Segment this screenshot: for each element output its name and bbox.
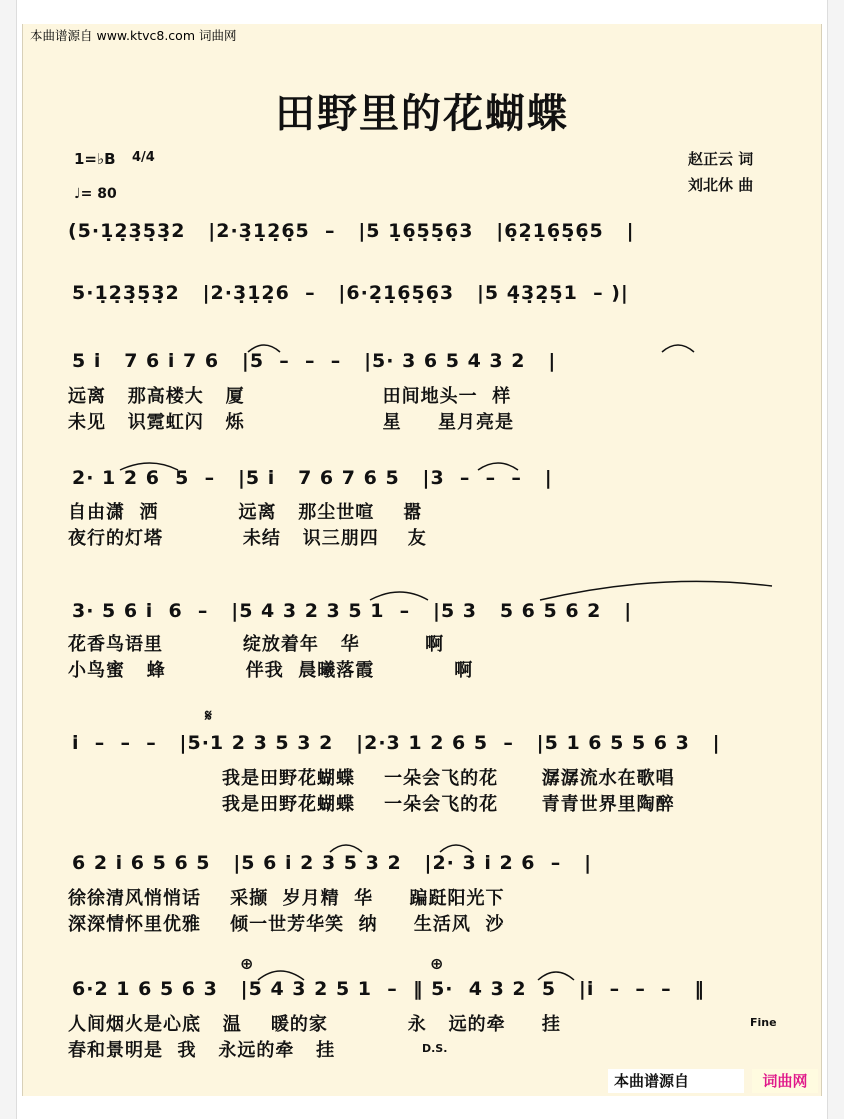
- footer-source-label: 本曲谱源自: [608, 1069, 744, 1093]
- time-signature: 4/4: [132, 150, 155, 165]
- lyric-line: 我是田野花蝴蝶 一朵会飞的花 青青世界里陶醉: [222, 794, 675, 815]
- source-text: 本曲谱源自 www.ktvc8.com 词曲网: [30, 28, 237, 43]
- segno-sign: 𝄋: [205, 706, 212, 725]
- right-watermark-strip: [827, 0, 844, 1119]
- notation-row: 3· 5 6 i 6 – |5 4 3 2 3 5 1 – |5 3 5 6 5 6 2 |: [72, 600, 633, 622]
- notation-row: 5·1̣2̣3̣5̣3̣2 |2·3̣1̣2̣6 – |6·2̣1̣6̣5̣6̣3 |5 4̣3̣2̣5̣1 – )|: [72, 282, 629, 304]
- lyric-line: 夜行的灯塔 未结 识三朋四 友: [68, 528, 427, 549]
- notation-row: 6·2 1 6 5 6 3 |5 4 3 2 5 1 – ‖ 5· 4 3 2 5 |i – – – ‖: [72, 978, 705, 1000]
- lyric-line: 小鸟蜜 蜂 伴我 晨曦落霞 啊: [68, 660, 474, 681]
- notation-row: 5 i 7 6 i 7 6 |5 – – – |5· 3 6 5 4 3 2 |: [72, 350, 557, 372]
- lyric-line: 人间烟火是心底 温 暖的家 永 远的牵 挂: [68, 1014, 561, 1035]
- lyric-line: 徐徐清风悄悄话 采撷 岁月精 华 蹁跹阳光下: [68, 888, 505, 909]
- notation-row: i – – – |5·1 2 3 5 3 2 |2·3 1 2 6 5 – |5 1 6 5 5 6 3 |: [72, 732, 721, 754]
- lyric-line: 深深情怀里优雅 倾一世芳华笑 纳 生活风 沙: [68, 914, 505, 935]
- lyric-line: 春和景明是 我 永远的牵 挂: [68, 1040, 336, 1061]
- notation-row: (5·1̣2̣3̣5̣3̣2 |2·3̣1̣2̣6̣5 – |5 1̣6̣5̣5̣6̣3 |6̣2̣1̣6̣5̣6̣5 |: [68, 220, 635, 242]
- fine-marking: Fine: [750, 1016, 777, 1029]
- lyric-line: 花香鸟语里 绽放着年 华 啊: [68, 634, 445, 655]
- ds-marking: D.S.: [422, 1042, 448, 1055]
- notation-row: 6 2 i 6 5 6 5 |5 6 i 2 3 5 3 2 |2· 3 i 2 6 – |: [72, 852, 593, 874]
- left-watermark-strip: [0, 0, 17, 1119]
- coda-sign: ⊕: [240, 954, 254, 973]
- lyric-line: 远离 那高楼大 厦 田间地头一 样: [68, 386, 512, 407]
- composer-credit: 刘北休 曲: [688, 176, 754, 194]
- lyric-line: 未见 识霓虹闪 烁 星 星月亮是: [68, 412, 514, 433]
- lyricist-credit: 赵正云 词: [688, 150, 754, 168]
- tempo-marking: ♩= 80: [74, 186, 117, 202]
- page-title: 田野里的花蝴蝶: [275, 91, 569, 137]
- notation-row: 2· 1 2 6 5 – |5 i 7 6 7 6 5 |3 – – – |: [72, 467, 553, 489]
- lyric-line: 自由潇 洒 远离 那尘世喧 嚣: [68, 502, 423, 523]
- lyric-line: 我是田野花蝴蝶 一朵会飞的花 潺潺流水在歌唱: [222, 768, 675, 789]
- coda-sign: ⊕: [430, 954, 444, 973]
- key-signature: 1=♭B: [74, 150, 116, 168]
- footer-site-link[interactable]: 词曲网: [752, 1069, 818, 1093]
